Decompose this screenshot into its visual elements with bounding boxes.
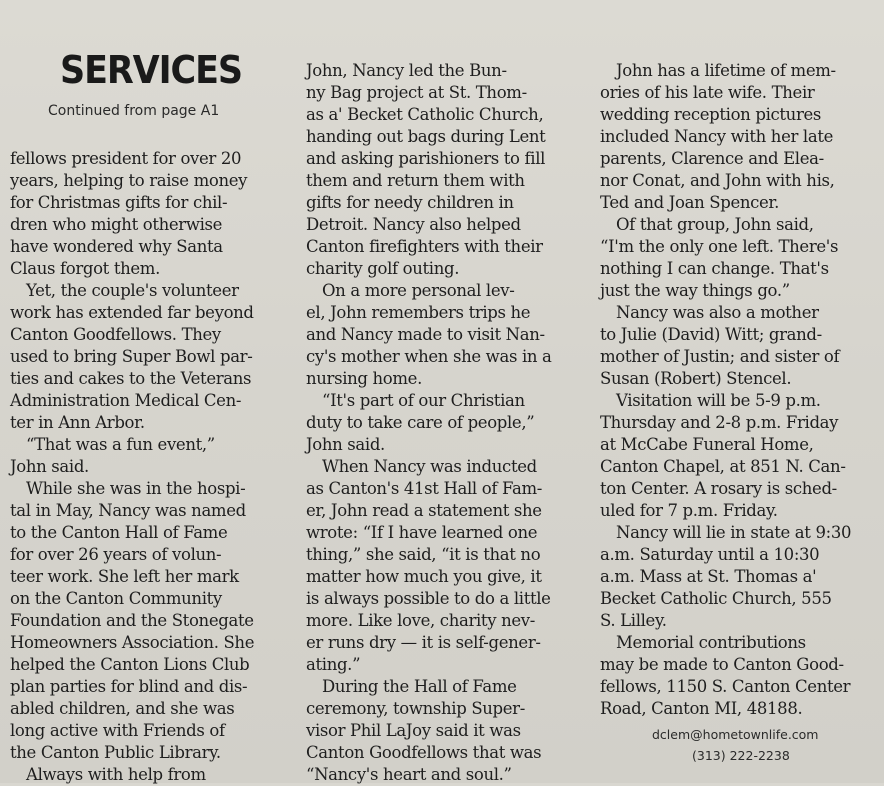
article-line: Always with help from — [26, 765, 206, 784]
article-line: Foundation and the Stonegate — [10, 611, 254, 630]
article-paragraph — [600, 632, 851, 720]
article-line: years, helping to raise money — [10, 171, 248, 190]
article-line: ter in Ann Arbor. — [10, 413, 145, 432]
article-line: to the Canton Hall of Fame — [10, 523, 228, 542]
article-line: When Nancy was inducted — [322, 457, 537, 476]
article-line: ories of his late wife. Their — [600, 83, 815, 102]
article-line: thing,” she said, “it is that no — [306, 545, 541, 564]
article-line: is always possible to do a little — [306, 589, 551, 608]
article-paragraph — [10, 434, 254, 478]
article-line: used to bring Super Bowl par- — [10, 347, 253, 366]
article-line: Ted and Joan Spencer. — [600, 193, 780, 212]
article-line: charity golf outing. — [306, 259, 460, 278]
article-line: Becket Catholic Church, 555 — [600, 589, 832, 608]
article-line: While she was in the hospi- — [26, 479, 246, 498]
article-paragraph — [600, 522, 851, 632]
article-paragraph — [10, 280, 254, 434]
article-line: Thursday and 2-8 p.m. Friday — [600, 413, 839, 432]
article-line: plan parties for blind and dis- — [10, 677, 248, 696]
article-line: as a' Becket Catholic Church, — [306, 105, 544, 124]
article-line: Visitation will be 5-9 p.m. — [616, 391, 821, 410]
article-line: them and return them with — [306, 171, 525, 190]
article-line: for Christmas gifts for chil- — [10, 193, 228, 212]
article-line: dren who might otherwise — [10, 215, 223, 234]
article-line: and asking parishioners to fill — [306, 149, 546, 168]
article-line: “It's part of our Christian — [322, 391, 525, 410]
article-line: fellows, 1150 S. Canton Center — [600, 677, 851, 696]
article-line: ny Bag project at St. Thom- — [306, 83, 527, 102]
article-line: uled for 7 p.m. Friday. — [600, 501, 778, 520]
article-line: Canton Goodfellows that was — [306, 743, 542, 762]
article-line: at McCabe Funeral Home, — [600, 435, 814, 454]
article-line: On a more personal lev- — [322, 281, 515, 300]
section-headline: SERVICES — [60, 48, 242, 92]
article-line: “Nancy's heart and soul.” — [306, 765, 512, 784]
article-line: mother of Justin; and sister of — [600, 347, 840, 366]
article-line: helped the Canton Lions Club — [10, 655, 250, 674]
article-line: wrote: “If I have learned one — [306, 523, 538, 542]
article-line: a.m. Saturday until a 10:30 — [600, 545, 820, 564]
article-paragraph — [306, 60, 552, 280]
article-column-1 — [10, 148, 254, 786]
article-line: Canton firefighters with their — [306, 237, 543, 256]
article-line: Nancy was also a mother — [616, 303, 819, 322]
article-line: Homeowners Association. She — [10, 633, 255, 652]
article-line: have wondered why Santa — [10, 237, 223, 256]
article-line: more. Like love, charity nev- — [306, 611, 535, 630]
article-line: During the Hall of Fame — [322, 677, 517, 696]
article-line: cy's mother when she was in a — [306, 347, 552, 366]
article-line: el, John remembers trips he — [306, 303, 531, 322]
article-line: Yet, the couple's volunteer — [26, 281, 239, 300]
article-line: nursing home. — [306, 369, 422, 388]
article-line: Nancy will lie in state at 9:30 — [616, 523, 852, 542]
article-line: Road, Canton MI, 48188. — [600, 699, 803, 718]
article-line: duty to take care of people,” — [306, 413, 535, 432]
article-line: Canton Chapel, at 851 N. Can- — [600, 457, 846, 476]
article-line: Memorial contributions — [616, 633, 806, 652]
article-line: to Julie (David) Witt; grand- — [600, 325, 822, 344]
article-line: Detroit. Nancy also helped — [306, 215, 521, 234]
article-line: work has extended far beyond — [10, 303, 254, 322]
article-line: John said. — [10, 457, 89, 476]
article-line: for over 26 years of volun- — [10, 545, 222, 564]
article-line: may be made to Canton Good- — [600, 655, 844, 674]
article-paragraph — [600, 390, 851, 522]
article-column-3 — [600, 60, 851, 720]
continued-note: Continued from page A1 — [48, 103, 220, 119]
article-line: S. Lilley. — [600, 611, 667, 630]
article-line: fellows president for over 20 — [10, 149, 242, 168]
article-line: John said. — [306, 435, 385, 454]
article-line: John has a lifetime of mem- — [616, 61, 836, 80]
article-line: abled children, and she was — [10, 699, 235, 718]
article-line: ton Center. A rosary is sched- — [600, 479, 837, 498]
article-line: “That was a fun event,” — [26, 435, 215, 454]
article-line: Claus forgot them. — [10, 259, 160, 278]
author-email: dclem@hometownlife.com — [652, 727, 819, 742]
article-line: Canton Goodfellows. They — [10, 325, 221, 344]
article-line: Administration Medical Cen- — [10, 391, 242, 410]
article-line: wedding reception pictures — [600, 105, 822, 124]
article-line: just the way things go.” — [600, 281, 790, 300]
article-line: the Canton Public Library. — [10, 743, 221, 762]
article-line: long active with Friends of — [10, 721, 225, 740]
article-line: ating.” — [306, 655, 361, 674]
article-line: Susan (Robert) Stencel. — [600, 369, 792, 388]
article-line: handing out bags during Lent — [306, 127, 546, 146]
article-line: included Nancy with her late — [600, 127, 834, 146]
article-line: and Nancy made to visit Nan- — [306, 325, 545, 344]
article-paragraph — [306, 456, 552, 676]
article-line: Of that group, John said, — [616, 215, 814, 234]
article-line: tal in May, Nancy was named — [10, 501, 246, 520]
article-paragraph — [10, 148, 254, 280]
article-line: er, John read a statement she — [306, 501, 542, 520]
article-paragraph — [600, 214, 851, 302]
article-line: gifts for needy children in — [306, 193, 514, 212]
article-line: ceremony, township Super- — [306, 699, 525, 718]
author-phone: (313) 222-2238 — [692, 748, 790, 763]
article-line: teer work. She left her mark — [10, 567, 239, 586]
article-line: visor Phil LaJoy said it was — [306, 721, 521, 740]
article-line: er runs dry — it is self-gener- — [306, 633, 541, 652]
article-line: ties and cakes to the Veterans — [10, 369, 252, 388]
article-paragraph — [306, 390, 552, 456]
article-line: on the Canton Community — [10, 589, 222, 608]
article-paragraph — [306, 676, 552, 786]
article-line: “I'm the only one left. There's — [600, 237, 839, 256]
article-line: John, Nancy led the Bun- — [306, 61, 507, 80]
article-line: nothing I can change. That's — [600, 259, 829, 278]
article-paragraph — [10, 478, 254, 764]
article-line: as Canton's 41st Hall of Fam- — [306, 479, 542, 498]
article-column-2 — [306, 60, 552, 786]
article-line: nor Conat, and John with his, — [600, 171, 835, 190]
article-line: a.m. Mass at St. Thomas a' — [600, 567, 817, 586]
article-paragraph — [600, 302, 851, 390]
article-line: matter how much you give, it — [306, 567, 542, 586]
article-paragraph — [306, 280, 552, 390]
article-line: parents, Clarence and Elea- — [600, 149, 824, 168]
article-paragraph — [600, 60, 851, 214]
